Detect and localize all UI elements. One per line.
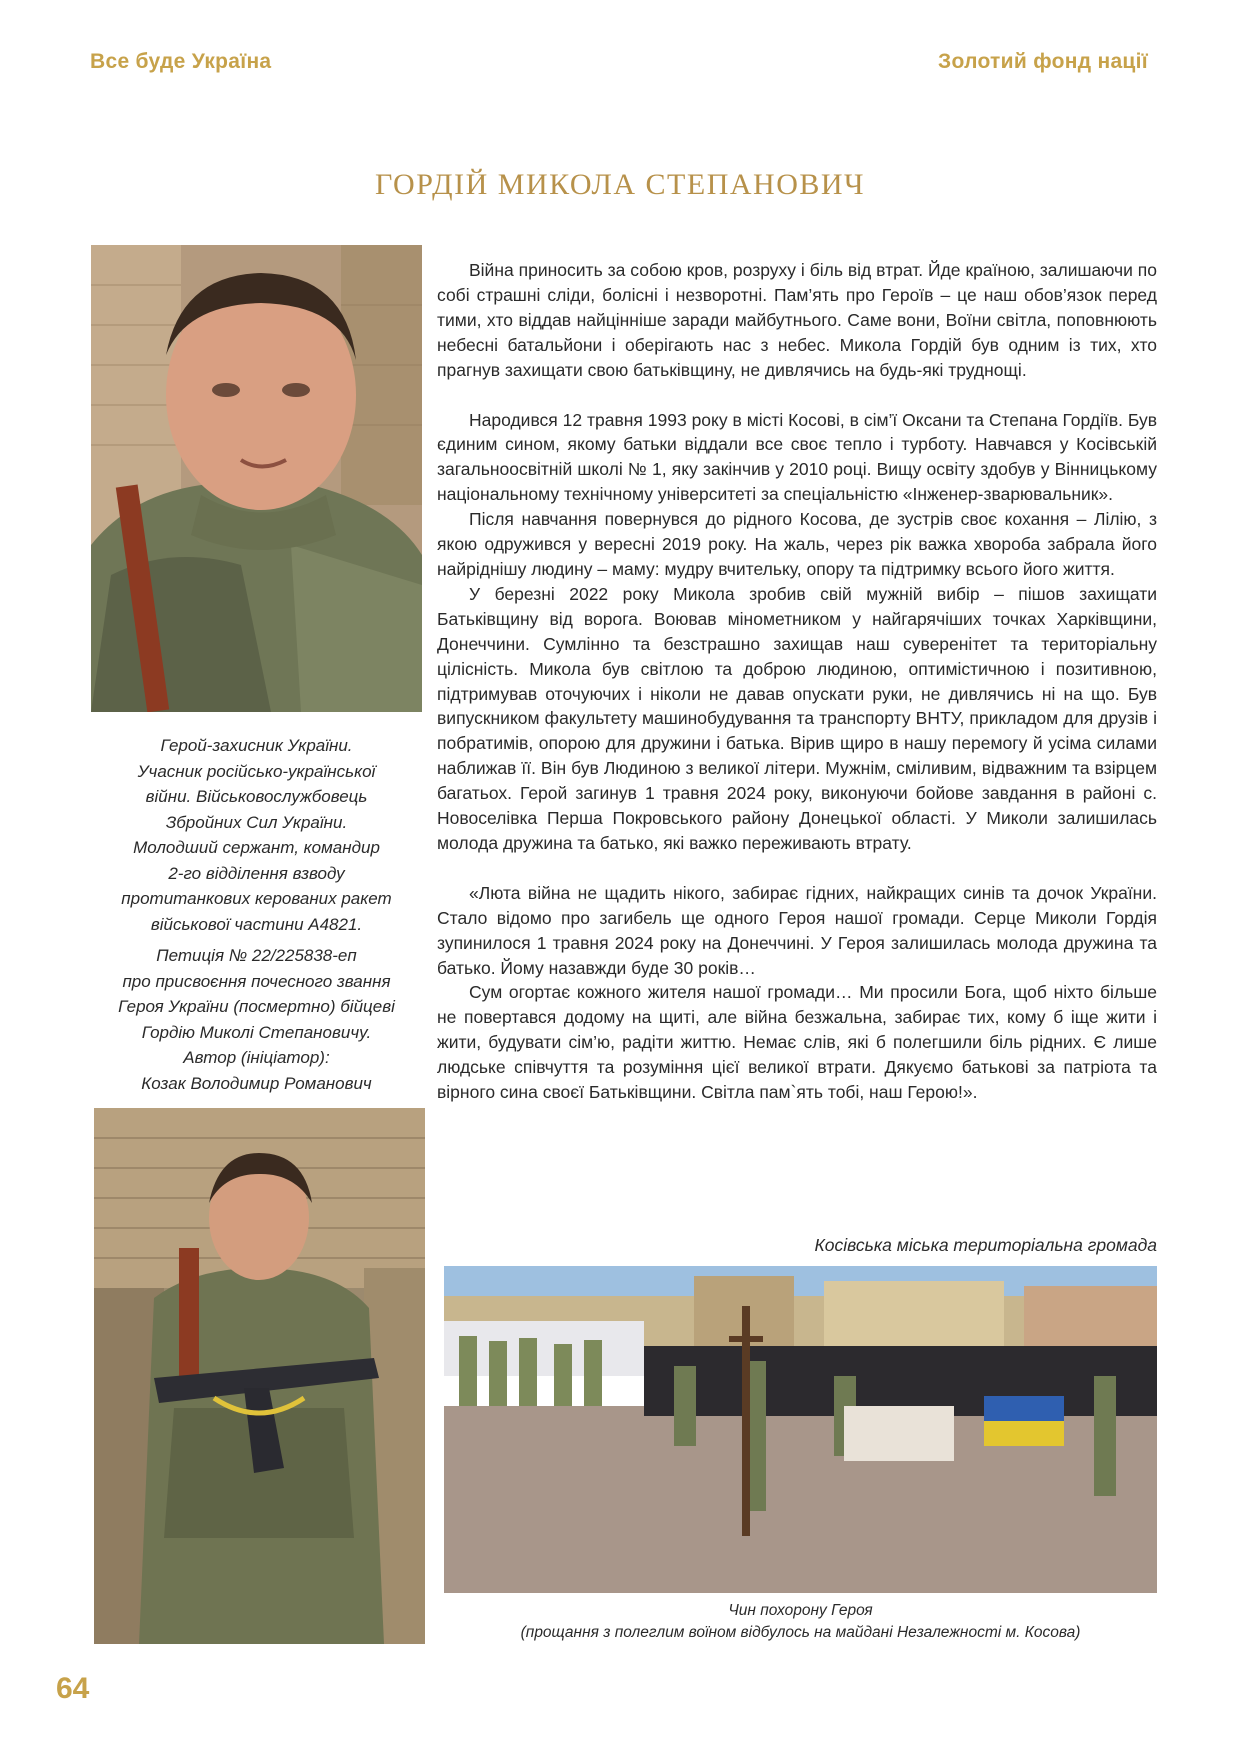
article-paragraph: Війна приносить за собою кров, розруху і біль від втрат. Йде країною, залишаючи по собі страшні сліди, болісні і незворотні. Пам’ять про Героїв – це наш обов’язок перед тими, хто віддав найцінніше заради майбутнього. Саме вони, Воїни світла, поповнюють небесні батальйони і оберігають нас з небес. Микола Гордій був одним із тих, хто прагнув захищати свою батьківщину, не дивлячись на будь-які труднощі. — [437, 260, 1157, 380]
article-paragraph: Сум огортає кожного жителя нашої громади… Ми просили Бога, щоб ніхто більше не повертався додому на щиті, але війна безжальна, забирає тих, кому б іще жити і жити, будувати сім’ю, радіти життю. Немає слів, які б полегшили біль рідних. Є лише людське співчуття та розуміння цієї великої втрати. Дякуємо батькові за патріота та вірного сина своєї Батьківщини. Світла пам`ять тобі, наш Герою!». — [437, 982, 1157, 1103]
article-body — [437, 258, 1157, 1105]
running-header-left: Все буде Україна — [90, 50, 272, 73]
article-signature: Косівська міська територіальна громада — [814, 1235, 1157, 1255]
soldier-with-rifle-photo — [94, 1108, 425, 1644]
caption-line: (прощання з полеглим воїном відбулось на майдані Незалежності м. Косова) — [520, 1624, 1081, 1641]
article-title: ГОРДІЙ МИКОЛА СТЕПАНОВИЧ — [374, 168, 866, 201]
caption-line: Молодший сержант, командир — [133, 838, 380, 857]
funeral-ceremony-photo — [444, 1266, 1157, 1593]
caption-line: Герой-захисник України. — [160, 736, 353, 755]
caption-line: Чин похорону Героя — [728, 1602, 873, 1619]
portrait-photo — [91, 245, 422, 712]
caption-line: Учасник російсько-української — [137, 761, 376, 781]
caption-line: Козак Володимир Романович — [141, 1073, 372, 1093]
caption-line: про присвоєння почесного звання — [122, 971, 391, 991]
caption-line: Гордію Миколі Степановичу. — [141, 1022, 372, 1042]
caption-line: військової частини А4821. — [150, 914, 363, 934]
article-paragraph: «Люта війна не щадить нікого, забирає гідних, найкращих синів та дочок України. Стало відомо про загибель ще одного Героя нашої громади. Серце Миколи Гордія зупинилося 1 травня 2024 року на Донеччині. У Героя залишилась молода дружина та батько. Йому назавжди буде 30 років… — [437, 882, 1157, 978]
caption-line: війни. Військовослужбовець — [145, 787, 368, 806]
service-caption — [91, 733, 422, 937]
petition-caption — [91, 943, 422, 1096]
article-paragraph: Народився 12 травня 1993 року в місті Косові, в сім’ї Оксани та Степана Гордіїв. Був єдиним сином, якому батьки віддали все своє тепло і турботу. Навчався у Косівській загальноосвітній школі № 1, яку закінчив у 2010 році. Вищу освіту здобув у Вінницькому національному технічному університеті за спеціальністю «Інженер-зварювальник». — [437, 409, 1157, 505]
running-header-right: Золотий фонд нації — [938, 50, 1148, 73]
caption-line: протитанкових керованих ракет — [121, 889, 392, 908]
article-paragraph: У березні 2022 року Микола зробив свій мужній вибір – пішов захищати Батьківщину від ворога. Воював мінометником у найгарячіших точках Харківщини, Донеччини. Сумлінно та безстрашно захищав наш суверенітет та територіальну цілісність. Микола був світлою та доброю людиною, оптимістичною і позитивною, підтримував оточуючих і ніколи не давав опускати руки, не дивлячись ні на що. Був випускником факультету машинобудування та транспорту ВНТУ, прикладом для друзів і побратимів, опорою для дружини і батька. Вірив щиро в нашу перемогу й усіма силами наближав її. Він був Людиною з великої літери. Мужнім, сміливим, відважним та взірцем багатьох. Герой загинув 1 травня 2024 року, виконуючи бойове завдання в районі с. Новоселівка Перша Покровського району Донецької області. У Миколи залишилась молода дружина та батько, які важко переживають втрату. — [437, 583, 1157, 853]
caption-line: 2-го відділення взводу — [168, 863, 345, 883]
caption-line: Збройних Сил України. — [165, 812, 348, 832]
article-paragraph: Після навчання повернувся до рідного Косова, де зустрів своє кохання – Лілію, з якою одружився у вересні 2019 року. На жаль, через рік важка хвороба забрала його найріднішу людину – маму: мудру вчительку, опору та підтримку всього його життя. — [437, 509, 1157, 579]
funeral-photo-caption — [444, 1600, 1157, 1644]
caption-line: Героя України (посмертно) бійцеві — [118, 997, 395, 1016]
caption-line: Автор (ініціатор): — [183, 1048, 330, 1067]
caption-line: Петиція № 22/225838-еп — [156, 946, 357, 965]
page-number: 64 — [56, 1672, 90, 1705]
